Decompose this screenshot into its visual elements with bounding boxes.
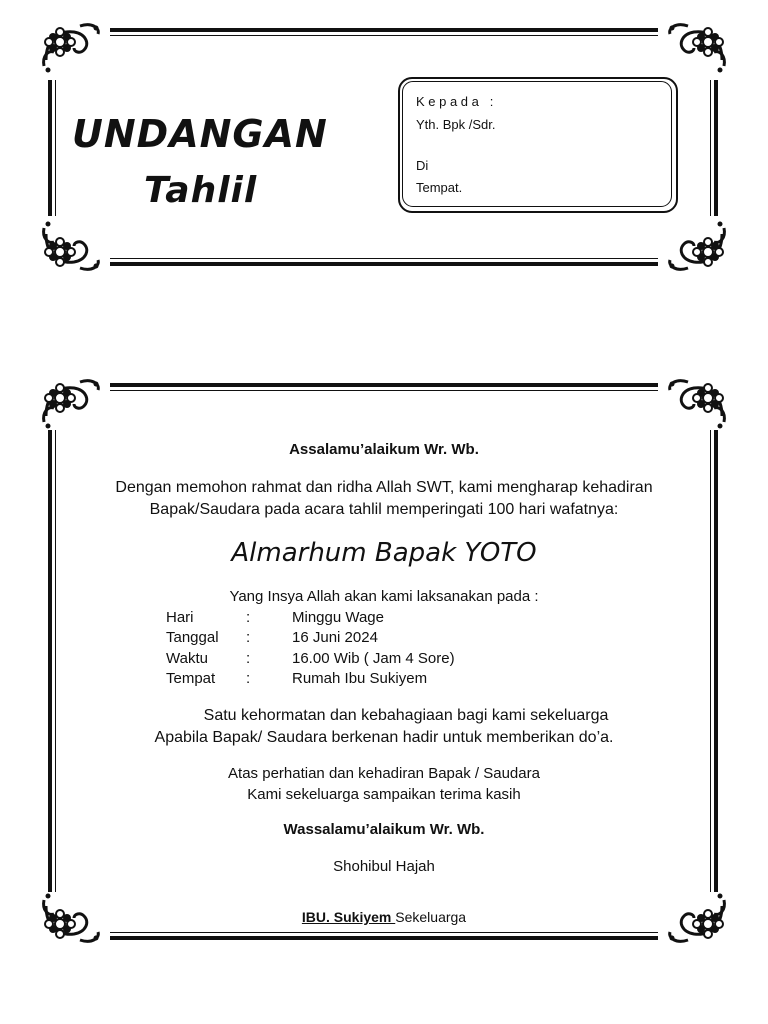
closing: Wassalamu’alaikum Wr. Wb.: [283, 821, 485, 838]
address-di: Di: [416, 158, 429, 173]
corner-ornament-icon: [40, 214, 104, 274]
deceased-name: Almarhum Bapak YOTO: [231, 538, 537, 568]
corner-ornament-icon: [664, 20, 728, 80]
honor-line-2: Apabila Bapak/ Saudara berkenan hadir untuk memberikan do’a.: [154, 729, 614, 746]
greeting: Assalamu’alaikum Wr. Wb.: [289, 441, 479, 458]
corner-ornament-icon: [664, 214, 728, 274]
schedule-intro: Yang Insya Allah akan kami laksanakan pada :: [229, 588, 539, 605]
address-kepada: K e p a d a :: [416, 94, 494, 109]
schedule-value: 16 Juni 2024: [292, 629, 378, 646]
intro-line-1: Dengan memohon rahmat dan ridha Allah SWT, kami mengharap kehadiran: [115, 479, 653, 496]
honor-line-1: Satu kehormatan dan kebahagiaan bagi kami sekeluarga: [203, 707, 609, 724]
invitation-subtitle: Tahlil: [144, 170, 258, 211]
schedule-value: Rumah Ibu Sukiyem: [292, 670, 428, 687]
schedule-label: Tanggal: [166, 629, 219, 646]
schedule-label: Tempat: [166, 670, 216, 687]
corner-ornament-icon: [664, 376, 728, 436]
schedule-separator: :: [246, 670, 251, 687]
address-place: Tempat.: [416, 180, 463, 195]
invitation-title: UNDANGAN: [72, 112, 328, 156]
schedule-separator: :: [246, 629, 251, 646]
host-title: Shohibul Hajah: [333, 858, 435, 875]
corner-ornament-icon: [40, 20, 104, 80]
corner-ornament-icon: [40, 376, 104, 436]
host-name: IBU. Sukiyem: [301, 909, 396, 925]
address-recipient: Yth. Bpk /Sdr.: [416, 117, 496, 132]
schedule-label: Waktu: [166, 650, 208, 667]
host-signature: [46, 909, 722, 925]
thanks-line-1: Atas perhatian dan kehadiran Bapak / Saudara: [228, 765, 540, 782]
schedule-label: Hari: [166, 609, 194, 626]
host-suffix: Sekeluarga: [395, 909, 467, 925]
schedule-value: Minggu Wage: [292, 609, 384, 626]
schedule-value: 16.00 Wib ( Jam 4 Sore): [292, 650, 455, 667]
intro-line-2: Bapak/Saudara pada acara tahlil memperingati 100 hari wafatnya:: [149, 501, 619, 518]
schedule-separator: :: [246, 609, 251, 626]
thanks-line-2: Kami sekeluarga sampaikan terima kasih: [247, 786, 521, 803]
schedule-separator: :: [246, 650, 251, 667]
